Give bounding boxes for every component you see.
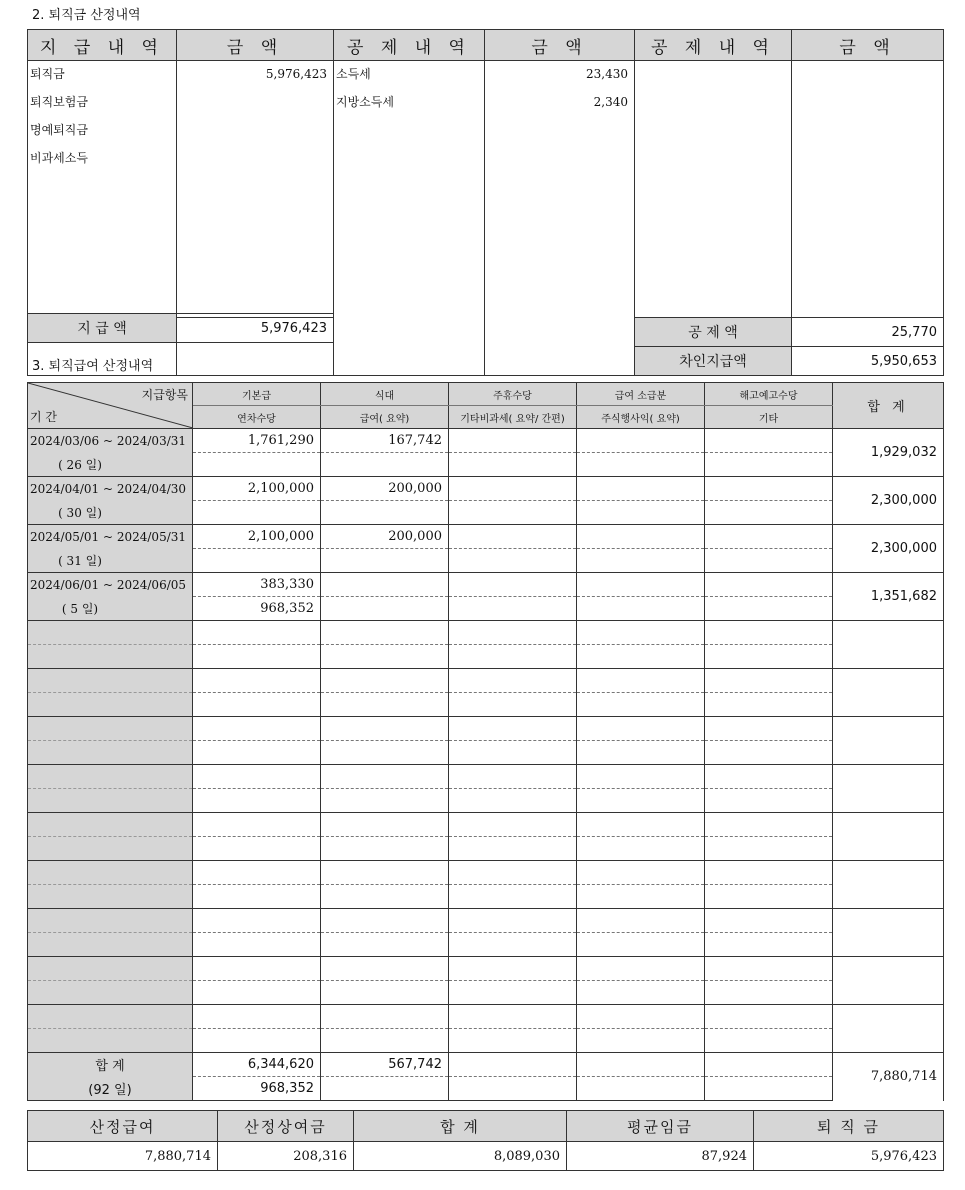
empty-cell: [705, 621, 833, 645]
amount-cell: 1,761,290: [193, 429, 321, 453]
amount-cell: [449, 573, 577, 597]
amount-cell: [193, 453, 321, 477]
empty-total: [833, 765, 944, 813]
amount-cell: [577, 549, 705, 573]
empty-period: [28, 885, 193, 909]
empty-cell: [577, 981, 705, 1005]
sum-cell: [705, 1077, 833, 1101]
empty-cell: [577, 837, 705, 861]
net-pay-label: 차인지급액: [635, 347, 792, 376]
empty-cell: [321, 885, 449, 909]
empty-period: [28, 765, 193, 789]
header-item: 기타: [705, 406, 833, 429]
empty-cell: [449, 813, 577, 837]
empty-period: [28, 837, 193, 861]
empty-cell: [193, 933, 321, 957]
header-item: 급여( 요약): [321, 406, 449, 429]
grand-total: 7,880,714: [833, 1053, 944, 1101]
header-item: 연차수당: [193, 406, 321, 429]
period-range: 2024/03/06 ~ 2024/03/31: [28, 429, 193, 453]
corner-header: [28, 383, 193, 429]
pay-item: 퇴직보험금: [30, 95, 88, 109]
empty-cell: [321, 837, 449, 861]
header-severance: 퇴 직 금: [754, 1111, 944, 1142]
empty-period: [28, 1029, 193, 1053]
amount-cell: [705, 573, 833, 597]
amount-cell: [577, 573, 705, 597]
empty-cell: [449, 837, 577, 861]
deduct-total-value: 25,770: [792, 318, 944, 347]
sum-cell: [705, 1053, 833, 1077]
empty-cell: [577, 957, 705, 981]
deduct-amount: 2,340: [593, 95, 628, 109]
empty-cell: [321, 1029, 449, 1053]
empty-cell: [705, 717, 833, 741]
empty-cell: [705, 1005, 833, 1029]
row-total: 2,300,000: [833, 477, 944, 525]
pay-item: 명예퇴직금: [30, 123, 88, 137]
empty-total: [833, 909, 944, 957]
amount-cell: [449, 501, 577, 525]
empty-cell: [577, 693, 705, 717]
empty-total: [833, 717, 944, 765]
corner-bottom-label: 기 간: [30, 410, 57, 424]
row-total: 1,351,682: [833, 573, 944, 621]
empty-cell: [577, 1029, 705, 1053]
empty-cell: [449, 741, 577, 765]
period-range: 2024/06/01 ~ 2024/06/05: [28, 573, 193, 597]
empty-cell: [577, 909, 705, 933]
amount-cell: [321, 501, 449, 525]
empty-period: [28, 645, 193, 669]
empty-cell: [193, 621, 321, 645]
amount-cell: [449, 453, 577, 477]
empty-cell: [449, 933, 577, 957]
amount-cell: [321, 549, 449, 573]
empty-cell: [577, 741, 705, 765]
empty-cell: [705, 837, 833, 861]
empty-cell: [705, 693, 833, 717]
amount-cell: [577, 525, 705, 549]
pay-total-row: [27, 313, 334, 343]
deduct-item: 지방소득세: [336, 95, 394, 109]
empty-cell: [449, 1005, 577, 1029]
severance-pay-table: [27, 382, 944, 1101]
pay-amounts-cell: [177, 61, 334, 318]
sum-cell: 6,344,620: [193, 1053, 321, 1077]
empty-period: [28, 933, 193, 957]
empty-total: [833, 861, 944, 909]
empty-cell: [792, 61, 944, 318]
header-item: 기타비과세( 요약/ 간편): [449, 406, 577, 429]
amount-cell: 200,000: [321, 477, 449, 501]
empty-cell: [577, 645, 705, 669]
empty-cell: [577, 765, 705, 789]
pay-amount: 5,976,423: [265, 67, 327, 81]
empty-cell: [321, 765, 449, 789]
empty-cell: [321, 981, 449, 1005]
empty-cell: [193, 645, 321, 669]
amount-cell: 968,352: [193, 597, 321, 621]
empty-period: [28, 717, 193, 741]
empty-cell: [193, 861, 321, 885]
calculated-pay-value: 7,880,714: [28, 1142, 218, 1171]
amount-cell: [705, 501, 833, 525]
sum-cell: [321, 1077, 449, 1101]
empty-cell: [449, 621, 577, 645]
amount-cell: [705, 477, 833, 501]
empty-period: [28, 741, 193, 765]
empty-total: [833, 957, 944, 1005]
empty-cell: [193, 693, 321, 717]
empty-cell: [193, 837, 321, 861]
sum-cell: [577, 1077, 705, 1101]
deduct-amounts-cell: [485, 61, 635, 376]
empty-cell: [577, 1005, 705, 1029]
empty-cell: [193, 957, 321, 981]
amount-cell: [705, 525, 833, 549]
empty-cell: [577, 789, 705, 813]
amount-cell: 2,100,000: [193, 525, 321, 549]
empty-total: [833, 813, 944, 861]
amount-cell: 2,100,000: [193, 477, 321, 501]
row-total: 1,929,032: [833, 429, 944, 477]
calculated-bonus-value: 208,316: [218, 1142, 354, 1171]
amount-cell: [705, 453, 833, 477]
header-item: 주식행사익( 요약): [577, 406, 705, 429]
empty-cell: [577, 621, 705, 645]
empty-cell: [321, 861, 449, 885]
empty-cell: [705, 789, 833, 813]
empty-cell: [321, 741, 449, 765]
empty-cell: [193, 885, 321, 909]
amount-cell: [193, 549, 321, 573]
amount-cell: [449, 477, 577, 501]
empty-period: [28, 813, 193, 837]
empty-cell: [321, 789, 449, 813]
sum-value: 8,089,030: [354, 1142, 567, 1171]
empty-cell: [705, 885, 833, 909]
sum-header: 합 계: [833, 383, 944, 429]
net-pay-value: 5,950,653: [792, 347, 944, 376]
empty-total: [833, 669, 944, 717]
amount-cell: [705, 549, 833, 573]
empty-cell: [705, 813, 833, 837]
empty-cell: [321, 1005, 449, 1029]
pay-items-cell: [28, 61, 177, 318]
empty-cell: [705, 1029, 833, 1053]
empty-cell: [193, 981, 321, 1005]
sum-cell: 968,352: [193, 1077, 321, 1101]
header-average-wage: 평균임금: [567, 1111, 754, 1142]
empty-cell: [193, 1005, 321, 1029]
empty-cell: [705, 669, 833, 693]
empty-cell: [577, 885, 705, 909]
empty-cell: [705, 909, 833, 933]
empty-cell: [193, 717, 321, 741]
empty-cell: [449, 885, 577, 909]
amount-cell: [321, 453, 449, 477]
amount-cell: [705, 597, 833, 621]
pay-total-label: 지 급 액: [28, 314, 177, 343]
empty-cell: [321, 957, 449, 981]
empty-cell: [193, 813, 321, 837]
row-total: 2,300,000: [833, 525, 944, 573]
empty-cell: [705, 861, 833, 885]
pay-item: 퇴직금: [30, 67, 65, 81]
amount-cell: [321, 573, 449, 597]
empty-cell: [449, 861, 577, 885]
header-item: 급여 소급분: [577, 383, 705, 406]
header-item: 해고예고수당: [705, 383, 833, 406]
sum-cell: [449, 1077, 577, 1101]
header-calculated-bonus: 산정상여금: [218, 1111, 354, 1142]
empty-cell: [321, 933, 449, 957]
average-wage-value: 87,924: [567, 1142, 754, 1171]
empty-cell: [321, 693, 449, 717]
empty-cell: [449, 1029, 577, 1053]
amount-cell: [193, 501, 321, 525]
empty-cell: [705, 645, 833, 669]
empty-cell: [449, 645, 577, 669]
empty-cell: [321, 909, 449, 933]
deduct-items-cell: [334, 61, 485, 376]
amount-cell: [449, 525, 577, 549]
period-days: ( 26 일): [28, 453, 193, 477]
empty-cell: [449, 981, 577, 1005]
amount-cell: 167,742: [321, 429, 449, 453]
period-days: ( 30 일): [28, 501, 193, 525]
empty-period: [28, 981, 193, 1005]
empty-cell: [705, 741, 833, 765]
empty-cell: [193, 1029, 321, 1053]
deduct-total-label: 공 제 액: [635, 318, 792, 347]
amount-cell: [577, 429, 705, 453]
empty-cell: [577, 813, 705, 837]
header-deduct-items-2: 공 제 내 역: [635, 30, 792, 61]
empty-cell: [321, 813, 449, 837]
amount-cell: 200,000: [321, 525, 449, 549]
sum-cell: 567,742: [321, 1053, 449, 1077]
period-days: ( 5 일): [28, 597, 193, 621]
empty-period: [28, 789, 193, 813]
amount-cell: [577, 597, 705, 621]
empty-cell: [193, 765, 321, 789]
empty-cell: [705, 957, 833, 981]
sum-cell: [577, 1053, 705, 1077]
section3-title: 3. 퇴직급여 산정내역: [32, 359, 154, 374]
empty-period: [28, 957, 193, 981]
empty-cell: [449, 789, 577, 813]
sum-days: (92 일): [28, 1077, 193, 1101]
empty-cell: [635, 61, 792, 318]
empty-period: [28, 669, 193, 693]
empty-cell: [321, 717, 449, 741]
empty-total: [833, 1005, 944, 1053]
header-deduct-amount: 금 액: [485, 30, 635, 61]
header-deduct-items: 공 제 내 역: [334, 30, 485, 61]
empty-cell: [577, 861, 705, 885]
empty-cell: [577, 669, 705, 693]
empty-cell: [449, 957, 577, 981]
empty-cell: [193, 909, 321, 933]
severance-value: 5,976,423: [754, 1142, 944, 1171]
header-calculated-pay: 산정급여: [28, 1111, 218, 1142]
corner-top-label: 지급항목: [141, 388, 188, 402]
empty-cell: [321, 621, 449, 645]
empty-cell: [449, 765, 577, 789]
empty-cell: [193, 789, 321, 813]
header-item: 식대: [321, 383, 449, 406]
empty-period: [28, 861, 193, 885]
amount-cell: [321, 597, 449, 621]
empty-cell: [577, 717, 705, 741]
sum-cell: [449, 1053, 577, 1077]
empty-period: [28, 909, 193, 933]
average-wage-table: [27, 1110, 944, 1171]
empty-period: [28, 621, 193, 645]
period-days: ( 31 일): [28, 549, 193, 573]
empty-cell: [449, 717, 577, 741]
header-pay-amount: 금 액: [177, 30, 334, 61]
empty-cell: [193, 741, 321, 765]
amount-cell: [577, 477, 705, 501]
amount-cell: 383,330: [193, 573, 321, 597]
amount-cell: [577, 501, 705, 525]
empty-cell: [449, 909, 577, 933]
amount-cell: [449, 429, 577, 453]
header-sum: 합 계: [354, 1111, 567, 1142]
empty-cell: [449, 669, 577, 693]
empty-cell: [321, 645, 449, 669]
header-pay-items: 지 급 내 역: [28, 30, 177, 61]
pay-item: 비과세소득: [30, 151, 88, 165]
empty-cell: [449, 693, 577, 717]
empty-period: [28, 693, 193, 717]
amount-cell: [705, 429, 833, 453]
header-item: 기본급: [193, 383, 321, 406]
header-item: 주휴수당: [449, 383, 577, 406]
deduct-item: 소득세: [336, 67, 371, 81]
amount-cell: [449, 597, 577, 621]
empty-cell: [577, 933, 705, 957]
section2-title: 2. 퇴직금 산정내역: [32, 8, 141, 23]
empty-cell: [705, 765, 833, 789]
empty-cell: [193, 669, 321, 693]
empty-cell: [705, 933, 833, 957]
period-range: 2024/05/01 ~ 2024/05/31: [28, 525, 193, 549]
amount-cell: [577, 453, 705, 477]
header-deduct-amount-2: 금 액: [792, 30, 944, 61]
period-range: 2024/04/01 ~ 2024/04/30: [28, 477, 193, 501]
amount-cell: [449, 549, 577, 573]
empty-cell: [705, 981, 833, 1005]
sum-label: 합 계: [28, 1053, 193, 1077]
empty-period: [28, 1005, 193, 1029]
deduct-amount: 23,430: [586, 67, 628, 81]
empty-total: [833, 621, 944, 669]
empty-cell: [321, 669, 449, 693]
pay-total-value: 5,976,423: [177, 314, 334, 343]
